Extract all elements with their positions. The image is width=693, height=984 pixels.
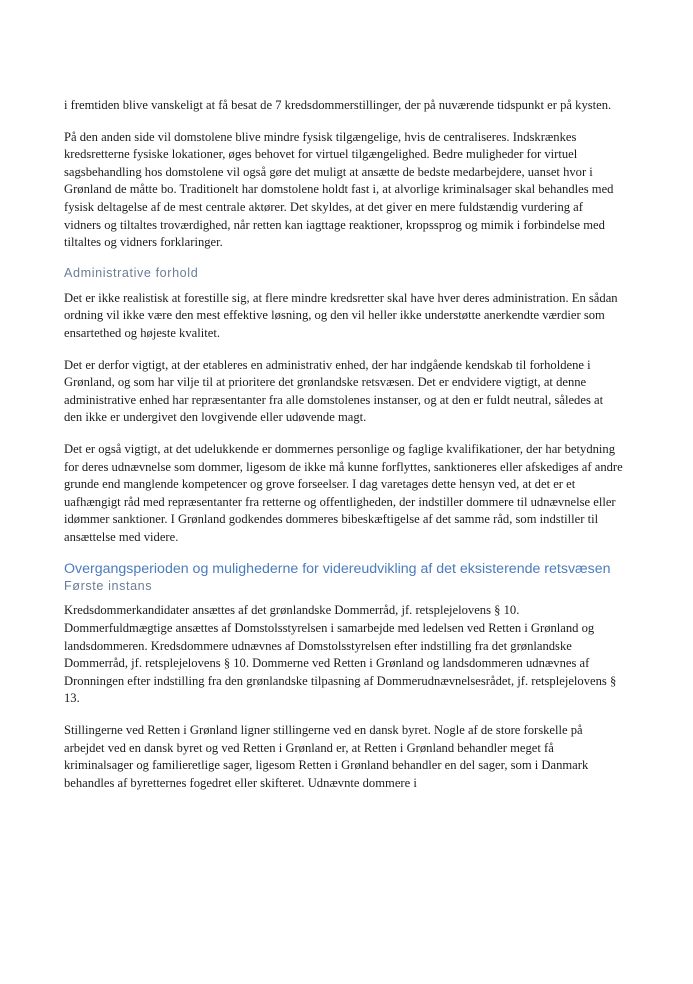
paragraph-ansaettelse: Kredsdommerkandidater ansættes af det grønlandske Dommerråd, jf. retsplejelovens § 10. Dommerfuldmægtige ansættes af Domstolsstyrelsen i samarbejde med ledelsen ved Retten i Grønland og landsdommeren. Kredsdommere udnævnes af Domstolsstyrelsen efter indstilling fra det grønlandske Dommerråd, jf. retsplejelovens § 10. Dommerne ved Retten i Grønland og landsdommeren udnævnes af Dronningen efter indstilling fra den grønlandske tilpasning af Dommerudnævnelsesrådet, jf. retsplejelovens § 13.	[64, 603, 617, 706]
paragraph-kystdommere: i fremtiden blive vanskeligt at få besat de 7 kredsdommerstillinger, der på nuværende tidspunkt er på kysten.	[64, 98, 612, 112]
paragraph-stillinger: Stillingerne ved Retten i Grønland ligner stillingerne ved en dansk byret. Nogle af de store forskelle på arbejdet ved en dansk byret og ved Retten i Grønland er, at Retten i Grønland behandler meget få kriminalsager og familieretlige sager, ligesom Retten i Grønland behandler en del sager, som i Danmark behandles af byretternes fogedret eller skifteret. Udnævnte dommere i	[64, 723, 589, 790]
paragraph-tilgaengelighed: På den anden side vil domstolene blive mindre fysisk tilgængelige, hvis de centraliseres. Indskrænkes kredsretterne fysiske lokationer, øges behovet for virtuel tilgængelighed. Bedre muligheder for virtuel sagsbehandling hos domstolene vil også gøre det muligt at ansætte de bedste medarbejdere, uanset hvor i Grønland de måtte bo. Traditionelt har domstolene holdt fast i, at alvorlige kriminalsager skal behandles med fysisk deltagelse af de mest centrale aktører. Det skyldes, at det giver en mere fuldstændig vurdering af vidners og tiltaltes troværdighed, når retten kan iagttage reaktioner, kropssprog og mimik i forbindelse med tiltaltes og vidners forklaringer.	[64, 129, 614, 250]
paragraph-administration: Det er ikke realistisk at forestille sig, at flere mindre kredsretter skal have hver deres administration. En sådan ordning vil ikke være den mest effektive løsning, og den vil heller ikke understøtte anerkendte værdier som ensartethed og højeste kvalitet.	[64, 290, 618, 340]
heading-foerste-instans: Første instans	[64, 579, 153, 594]
heading-administrative-forhold: Administrative forhold	[64, 265, 199, 280]
heading-overgangsperioden: Overgangsperioden og mulighederne for videreudvikling af det eksisterende retsvæsen	[64, 561, 611, 578]
paragraph-dommer-kvalifikationer: Det er også vigtigt, at det udelukkende er dommernes personlige og faglige kvalifikationer, der har betydning for deres udnævnelse som dommer, ligesom de ikke må kunne forflyttes, sanktioneres eller afskediges af andre grunde end manglende kompetencer og grove forseelser. I dag varetages dette hensyn ved, at det er et uafhængigt råd med repræsentanter fra retterne og offentligheden, der indstiller dommere til udnævnelse eller idømmer sanktioner. I Grønland godkendes dommeres bibeskæftigelse af det samme råd, som indstiller til ansættelse med videre.	[64, 441, 623, 544]
paragraph-administrativ-enhed: Det er derfor vigtigt, at der etableres en administrativ enhed, der har indgående kendskab til forholdene i Grønland, og som har vilje til at prioritere det grønlandske retsvæsen. Det er endvidere vigtigt, at denne administrative enhed har repræsentanter fra alle domstolenes instanser, og at den er fuldt neutral, således at den ikke er undergivet den lovgivende eller udøvende magt.	[64, 357, 604, 425]
